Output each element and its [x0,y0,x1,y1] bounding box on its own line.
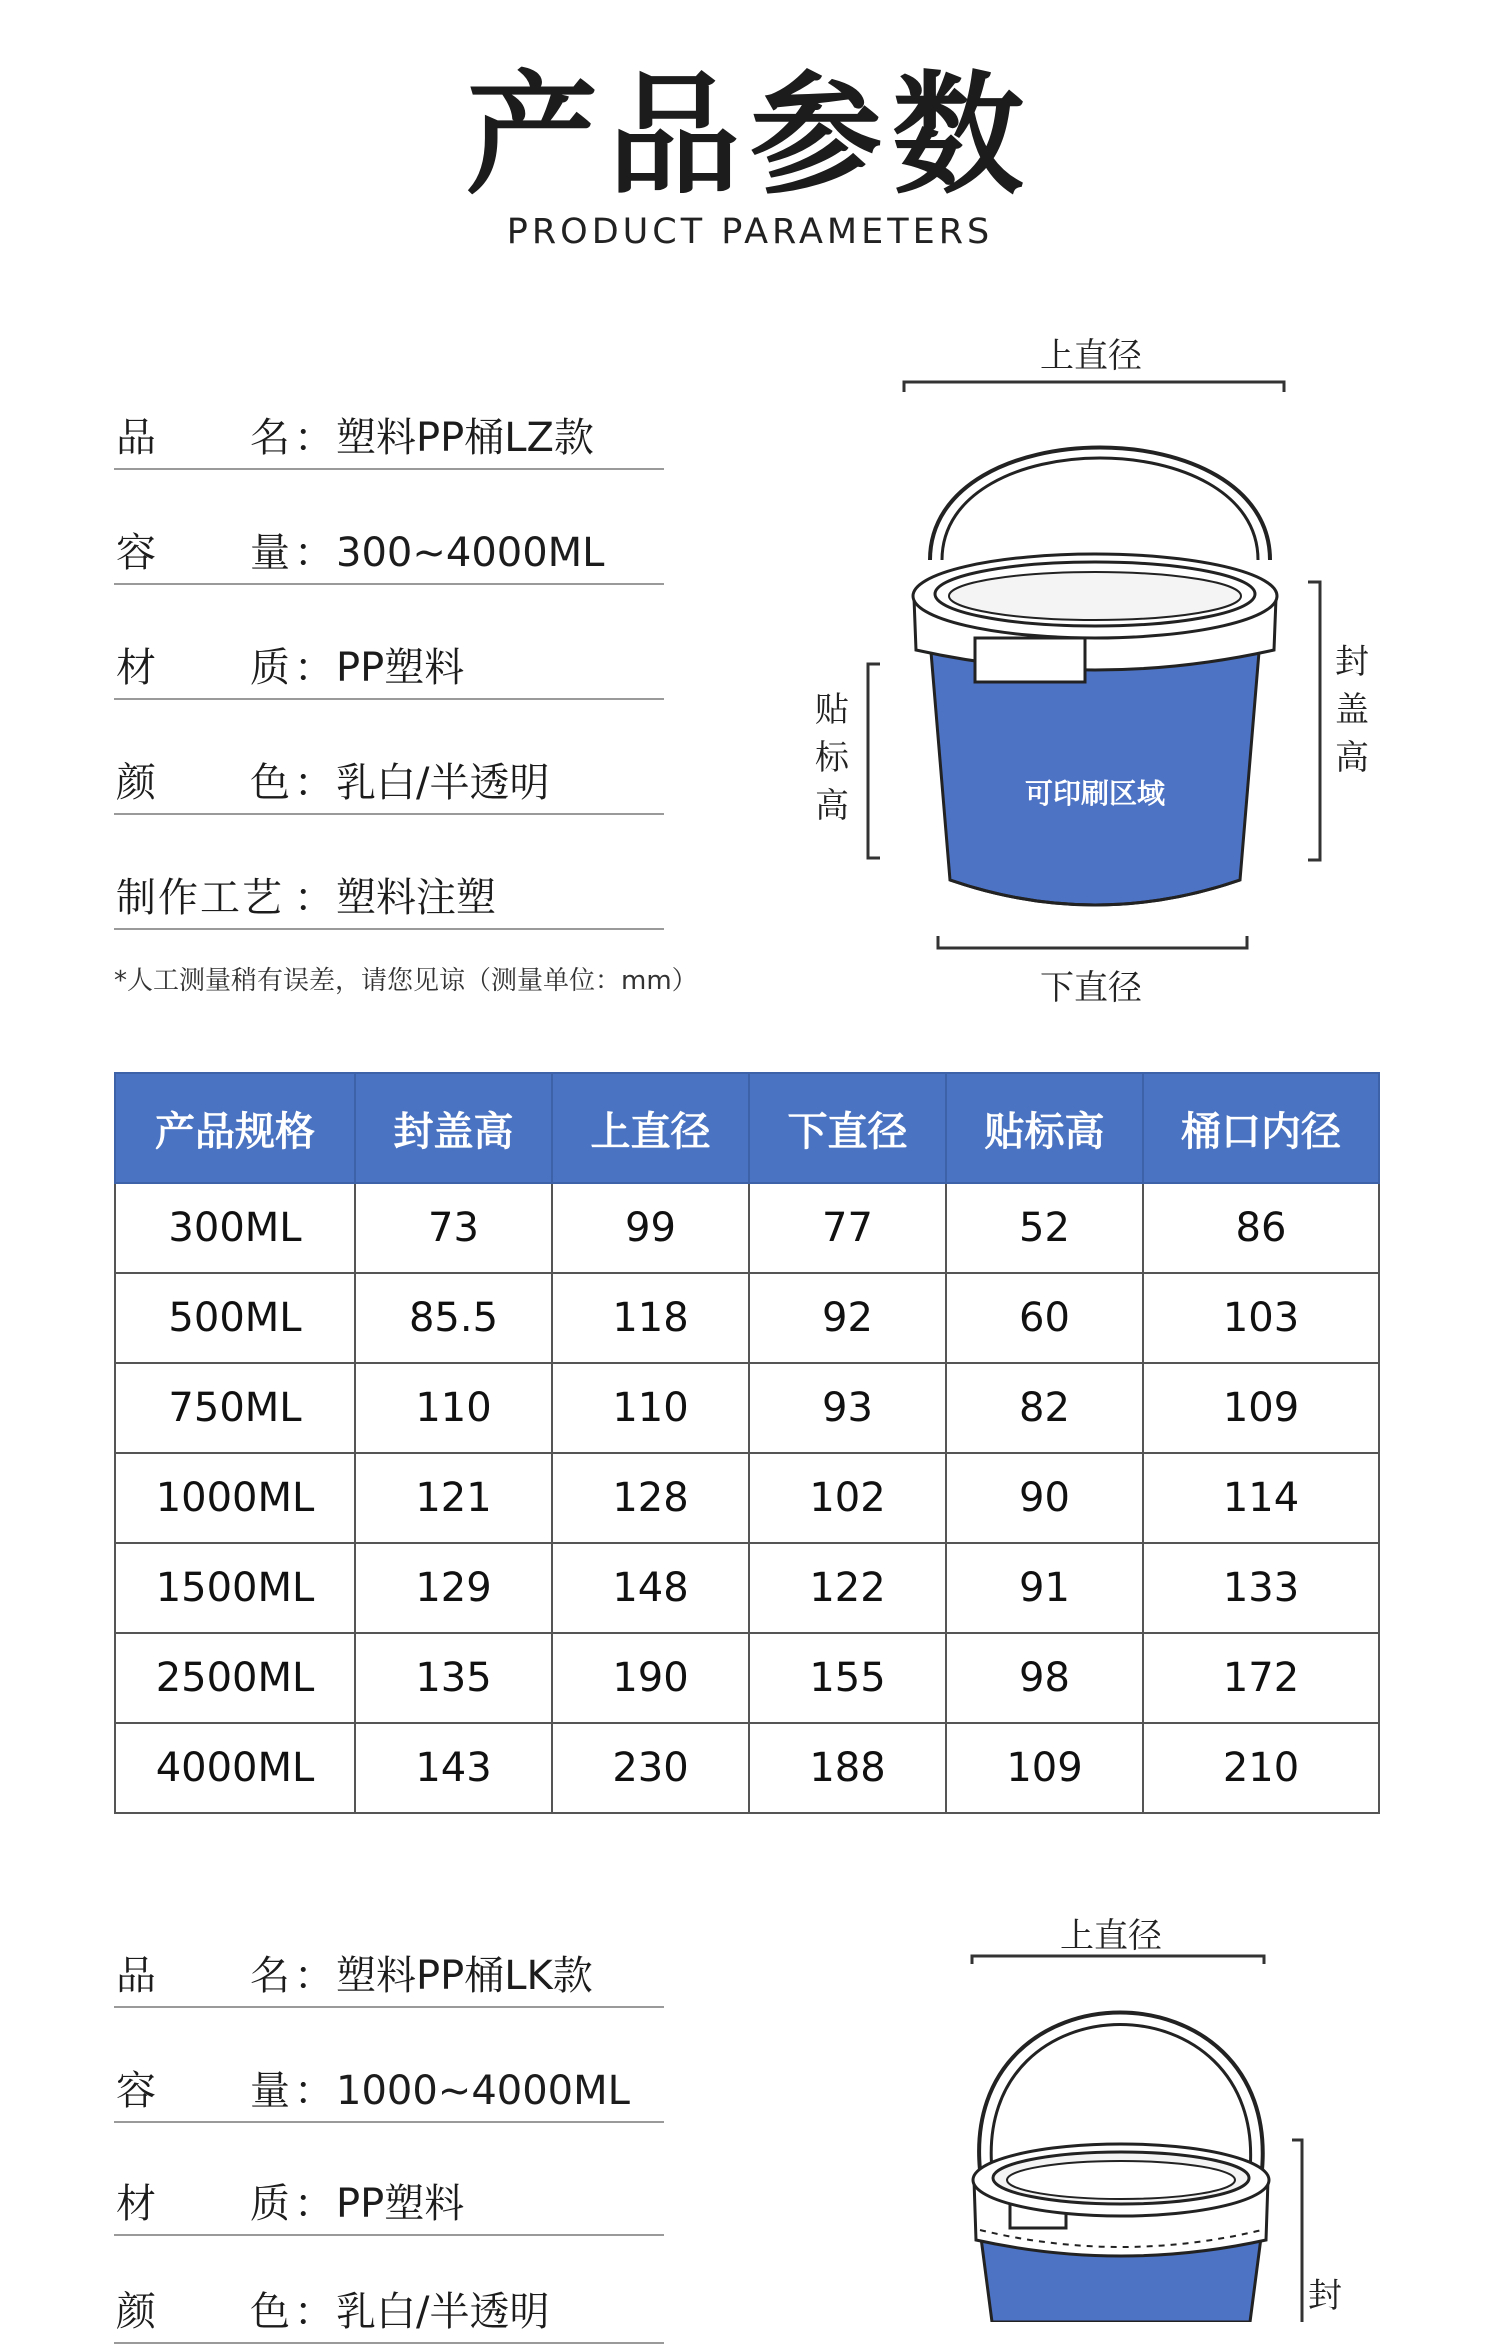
table-cell: 122 [749,1543,946,1633]
bottom-diameter-label: 下直径 [1040,968,1142,1008]
spec-row-material [114,638,664,700]
spec-value: 300~4000ML [336,530,605,576]
table-row [115,1183,1379,1273]
table-cell: 85.5 [355,1273,552,1363]
top-diameter-label: 上直径 [1060,1916,1162,1956]
table-cell: 109 [946,1723,1143,1813]
spec-label-char: 品 [116,1953,156,1999]
column-header: 桶口内径 [1143,1073,1379,1183]
table-cell: 110 [552,1363,749,1453]
table-cell: 750ML [115,1363,355,1453]
table-cell: 500ML [115,1273,355,1363]
page-title: 产品参数 [466,59,1034,213]
table-header-row [115,1073,1379,1183]
spec-label-char: 质 [250,2181,290,2227]
spec-value: 塑料注塑 [336,875,496,921]
table-row [115,1543,1379,1633]
spec-colon: ： [294,875,334,921]
spec-value: 1000~4000ML [336,2068,630,2114]
spec-label-char: 名 [250,1953,290,1999]
table-cell: 102 [749,1453,946,1543]
table-cell: 300ML [115,1183,355,1273]
print-area-label: 可印刷区域 [1024,777,1165,810]
spec-value: 塑料PP桶LK款 [336,1953,593,1999]
table-cell: 1000ML [115,1453,355,1543]
table-cell: 188 [749,1723,946,1813]
table-cell: 118 [552,1273,749,1363]
spec-row-color [114,753,664,815]
table-cell: 210 [1143,1723,1379,1813]
table-cell: 109 [1143,1363,1379,1453]
bucket-diagram-lk [900,1900,1380,2322]
top-diameter-label: 上直径 [1040,336,1142,376]
measurement-note: *人工测量稍有误差，请您见谅（测量单位：mm） [114,966,698,996]
spec-row-capacity [114,523,664,585]
spec-row-name-2 [114,1946,664,2008]
spec-label-char: 容 [116,530,156,576]
spec-label-char: 色 [250,760,290,806]
bucket-illustration [900,1900,1380,2322]
spec-value: 乳白/半透明 [336,760,550,806]
table-cell: 90 [946,1453,1143,1543]
spec-label-char: 容 [116,2068,156,2114]
column-header: 下直径 [749,1073,946,1183]
table-cell: 86 [1143,1183,1379,1273]
spec-value: 塑料PP桶LZ款 [336,415,594,461]
table-cell: 52 [946,1183,1143,1273]
table-cell: 82 [946,1363,1143,1453]
spec-colon: ： [294,2068,334,2114]
spec-table [114,1072,1380,1814]
spec-label-char: 品 [116,415,156,461]
bucket-diagram-lz [780,320,1400,1020]
spec-value: 乳白/半透明 [336,2289,550,2335]
spec-colon: ： [294,2289,334,2335]
spec-row-capacity-2 [114,2061,664,2123]
spec-colon: ： [294,760,334,806]
table-cell: 1500ML [115,1543,355,1633]
spec-colon: ： [294,1953,334,1999]
table-cell: 155 [749,1633,946,1723]
bucket-illustration [780,320,1400,1020]
table-cell: 230 [552,1723,749,1813]
spec-value: PP塑料 [336,645,465,691]
label-height-label: 贴 标 高 [815,690,849,826]
spec-row-color-2 [114,2282,664,2344]
spec-row-material-2 [114,2174,664,2236]
spec-colon: ： [294,645,334,691]
spec-label: 制作工艺 [116,875,284,921]
table-cell: 4000ML [115,1723,355,1813]
table-cell: 99 [552,1183,749,1273]
spec-row-process [114,868,664,930]
column-header: 上直径 [552,1073,749,1183]
table-row [115,1633,1379,1723]
spec-label-char: 材 [116,2181,156,2227]
table-row [115,1363,1379,1453]
spec-label-char: 名 [250,415,290,461]
table-cell: 92 [749,1273,946,1363]
lid-height-label: 封 盖 高 [1335,642,1369,778]
table-cell: 172 [1143,1633,1379,1723]
table-cell: 77 [749,1183,946,1273]
spec-label-char: 材 [116,645,156,691]
table-cell: 129 [355,1543,552,1633]
table-cell: 110 [355,1363,552,1453]
spec-label-char: 量 [250,530,290,576]
table-cell: 98 [946,1633,1143,1723]
spec-value: PP塑料 [336,2181,465,2227]
table-cell: 133 [1143,1543,1379,1633]
table-cell: 143 [355,1723,552,1813]
table-row [115,1273,1379,1363]
spec-label-char: 色 [250,2289,290,2335]
page-subtitle: PRODUCT PARAMETERS [506,212,994,252]
table-cell: 2500ML [115,1633,355,1723]
lid-height-label: 封 [1308,2276,1342,2316]
column-header: 封盖高 [355,1073,552,1183]
spec-label-char: 颜 [116,760,156,806]
table-cell: 121 [355,1453,552,1543]
table-cell: 128 [552,1453,749,1543]
spec-label-char: 颜 [116,2289,156,2335]
table-cell: 190 [552,1633,749,1723]
table-cell: 103 [1143,1273,1379,1363]
spec-label-char: 量 [250,2068,290,2114]
table-row [115,1723,1379,1813]
table-cell: 135 [355,1633,552,1723]
spec-colon: ： [294,530,334,576]
table-cell: 73 [355,1183,552,1273]
table-cell: 91 [946,1543,1143,1633]
table-row [115,1453,1379,1543]
spec-colon: ： [294,415,334,461]
table-cell: 60 [946,1273,1143,1363]
column-header: 贴标高 [946,1073,1143,1183]
table-cell: 148 [552,1543,749,1633]
spec-row-name [114,408,664,470]
table-cell: 114 [1143,1453,1379,1543]
column-header: 产品规格 [115,1073,355,1183]
spec-colon: ： [294,2181,334,2227]
table-cell: 93 [749,1363,946,1453]
spec-label-char: 质 [250,645,290,691]
